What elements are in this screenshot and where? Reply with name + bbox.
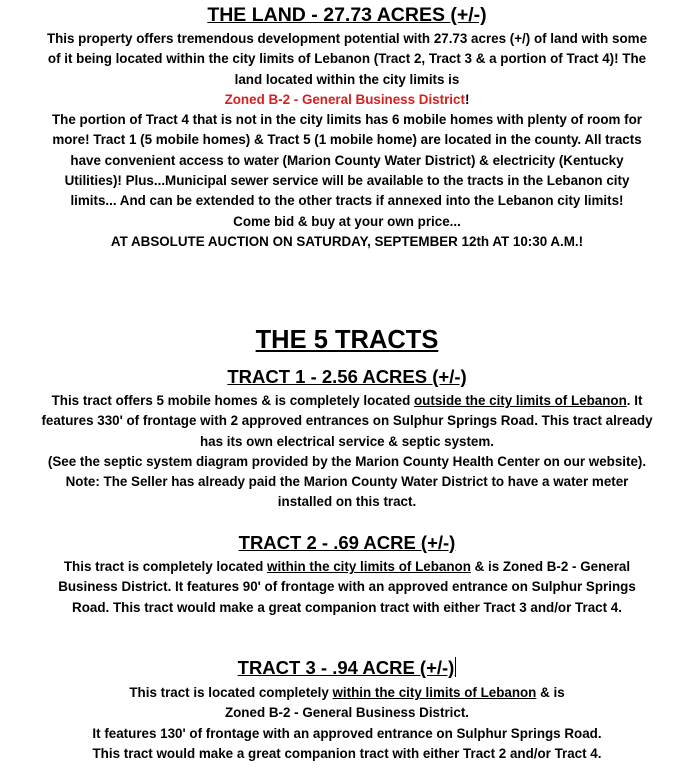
tract3-pre: This tract is located completely [129, 685, 333, 700]
tract2-post: & is Zoned B-2 - General Business District. It features 90' of frontage with an approved entrance on Sulphur Springs Road. This tract would make a great companion tract with either Tract 3 and/or Tract 4. [58, 559, 636, 615]
tract1-description [40, 391, 654, 513]
land-description [40, 29, 654, 252]
tracts-heading: THE 5 TRACTS [255, 326, 439, 354]
tract3-location: within the city limits of Lebanon [332, 685, 537, 700]
land-heading: THE LAND - 27.73 ACRES (+/-) [207, 4, 487, 26]
land-cta-2: AT ABSOLUTE AUCTION ON SATURDAY, SEPTEMBER 12th AT 10:30 A.M.! [110, 233, 584, 249]
tract3-line2: Zoned B-2 - General Business District. [224, 705, 470, 721]
tract1-location: outside the city limits of Lebanon [414, 393, 627, 408]
tract2-heading: TRACT 2 - .69 ACRE (+/-) [238, 532, 456, 553]
tract2-location: within the city limits of Lebanon [267, 559, 471, 574]
tract3-description [40, 683, 654, 764]
tract3-line4: This tract would make a great companion tract with either Tract 2 and/or Tract 4. [92, 745, 602, 761]
land-body: The portion of Tract 4 that is not in the city limits has 6 mobile homes with plenty of room for more! Tract 1 (5 mobile homes) & Tract 5 (1 mobile home) are located in the county. All tracts have convenient access to water (Marion County Water District) & electricity (Kentucky Utilities)! Plus...Municipal sewer service will be available to the tracts in the Lebanon city limits... And can be extended to the other tracts if annexed into the Lebanon city limits! [52, 112, 642, 209]
tract1-heading: TRACT 1 - 2.56 ACRES (+/-) [227, 366, 467, 387]
tract1-note: (See the septic system diagram provided by the Marion County Health Center on our website). Note: The Seller has already paid the Marion County Water District to have a water meter installed on this tract. [47, 453, 647, 510]
tract1-post: . It features 330' of frontage with 2 approved entrances on Sulphur Springs Road. This tract already has its own electrical service & septic system. [41, 393, 653, 449]
zoning-text: Zoned B-2 - General Business District [224, 91, 465, 107]
tract2-description [40, 557, 654, 618]
tract3-line3: It features 130' of frontage with an approved entrance on Sulphur Springs Road. [92, 725, 602, 741]
tract2-pre: This tract is completely located [63, 559, 268, 574]
zoning-suffix: ! [464, 91, 470, 107]
tract3-heading: TRACT 3 - .94 ACRE (+/-) [237, 657, 455, 678]
text-cursor [455, 657, 456, 677]
land-cta-1: Come bid & buy at your own price... [233, 213, 461, 229]
tract1-pre: This tract offers 5 mobile homes & is completely located [51, 393, 414, 408]
tract3-heading-row [0, 657, 694, 679]
land-intro: This property offers tremendous development potential with 27.73 acres (+/) of land with some of it being located within the city limits of Lebanon (Tract 2, Tract 3 & a portion of Tract 4)! The land located within the city limits is [46, 31, 648, 87]
tract3-post: & is [536, 685, 565, 700]
